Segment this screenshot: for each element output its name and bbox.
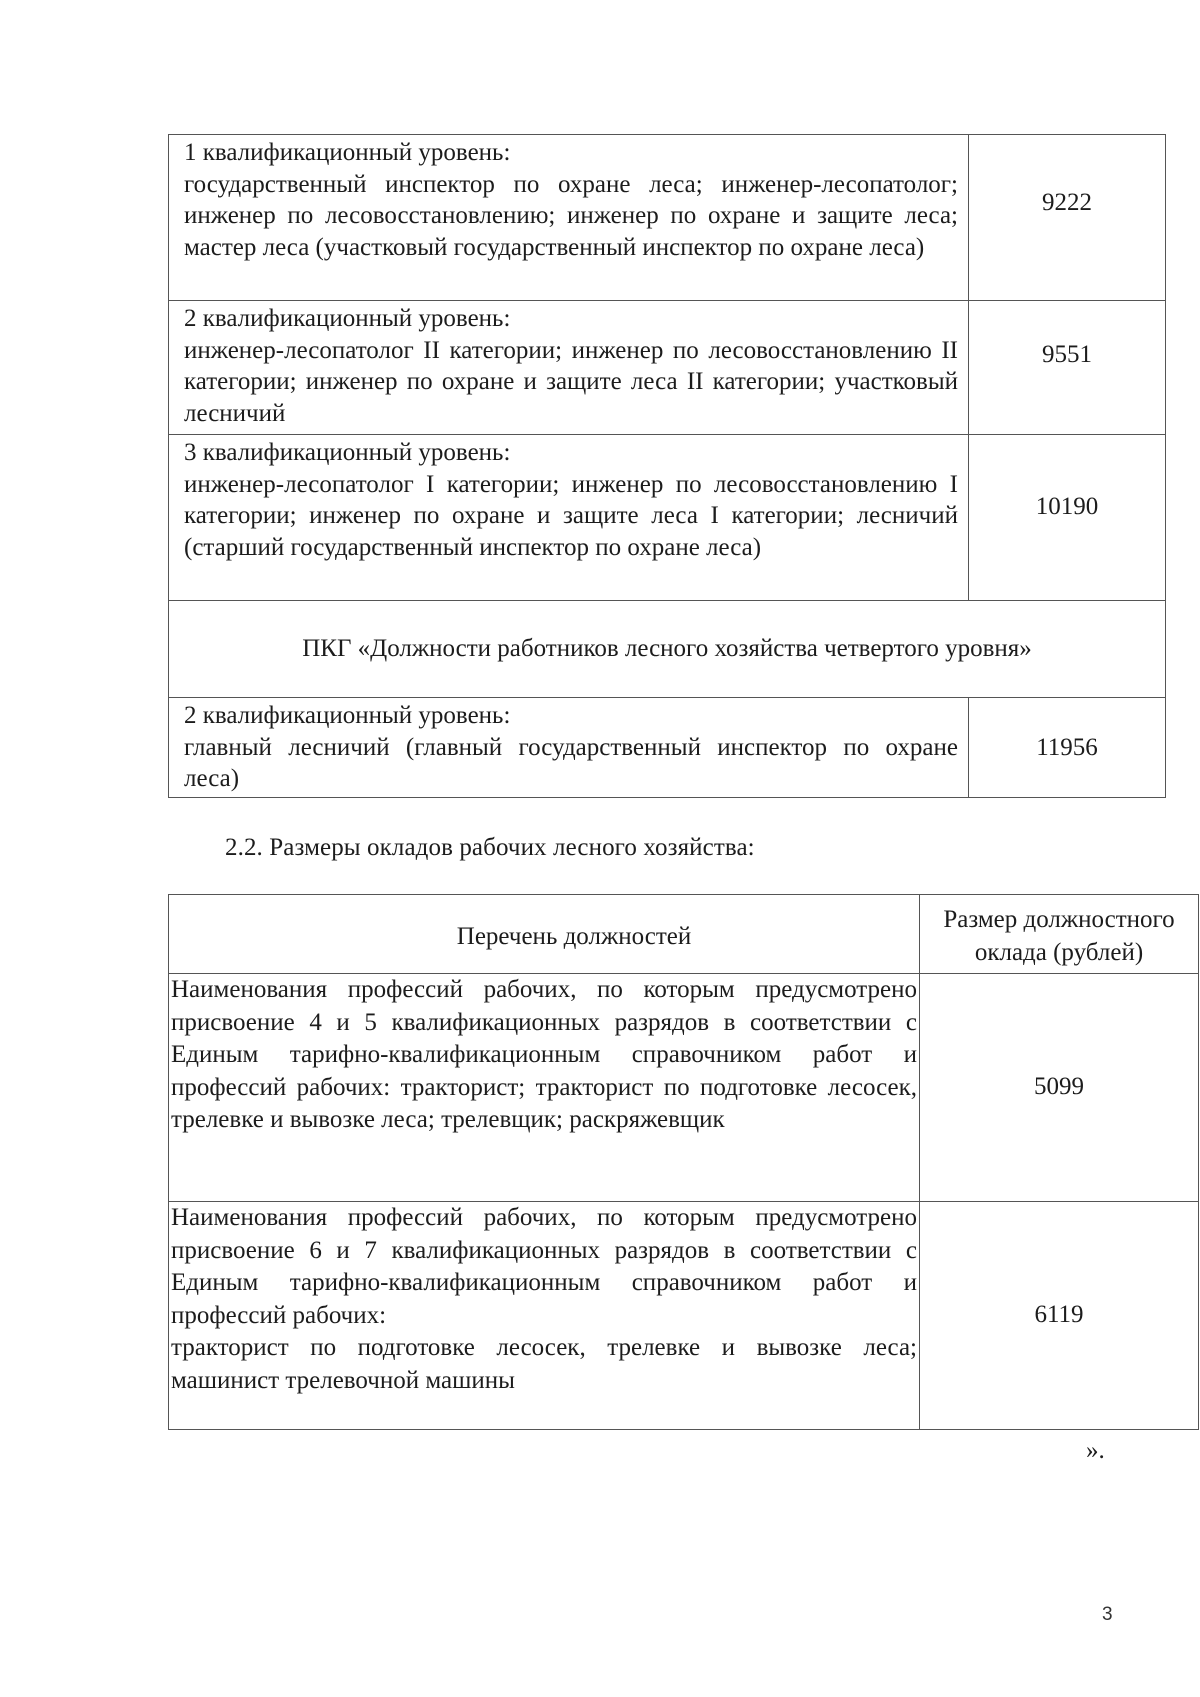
column-header-positions: Перечень должностей: [169, 895, 920, 974]
table-row: [169, 974, 1199, 1202]
positions-text: Наименования профессий рабочих, по которым предусмотрено присвоение 6 и 7 квалификационных разрядов в соответствии с Единым тарифно-квалификационным справочником работ и профессий рабочих:: [171, 1204, 917, 1329]
salary-value: 9551: [1042, 341, 1092, 368]
qualification-level: 3 квалификационный уровень:: [184, 439, 511, 466]
table-row: [169, 601, 1166, 698]
salary-table-specialists: [168, 134, 1166, 798]
positions-cell: [169, 698, 969, 798]
positions-cell: [169, 135, 969, 301]
table-row: [169, 301, 1166, 435]
table-row: [169, 698, 1166, 798]
salary-table-workers: [168, 894, 1199, 1430]
group-header: ПКГ «Должности работников лесного хозяйства четвертого уровня»: [169, 601, 1166, 698]
column-header-salary: Размер должностного оклада (рублей): [920, 895, 1199, 974]
page-number: 3: [1102, 1604, 1113, 1625]
salary-value: 10190: [1035, 493, 1099, 520]
salary-cell: [969, 301, 1166, 435]
positions-text: инженер-лесопатолог II категории; инженер по лесовосстановлению II категории; инженер по охране и защите леса II категории; участковый лесничий: [184, 336, 958, 427]
qualification-level: 2 квалификационный уровень:: [184, 702, 511, 729]
section-heading: 2.2. Размеры окладов рабочих лесного хозяйства:: [225, 834, 755, 861]
salary-value: 9222: [1042, 189, 1092, 216]
qualification-level: 1 квалификационный уровень:: [184, 139, 511, 166]
closing-quote: ».: [1086, 1437, 1105, 1464]
positions-cell: [169, 974, 920, 1202]
table-row: [169, 1202, 1199, 1430]
salary-cell: [969, 698, 1166, 798]
table-header-row: [169, 895, 1199, 974]
salary-value: 6119: [1034, 1301, 1084, 1329]
positions-cell: [169, 435, 969, 601]
salary-cell: [969, 435, 1166, 601]
positions-list: тракторист по подготовке лесосек, трелевке и вывозке леса; машинист трелевочной машины: [171, 1334, 917, 1394]
salary-cell: [969, 135, 1166, 301]
salary-cell: [920, 1202, 1199, 1430]
positions-cell: [169, 301, 969, 435]
positions-cell: [169, 1202, 920, 1430]
salary-value: 11956: [1036, 734, 1098, 761]
qualification-level: 2 квалификационный уровень:: [184, 305, 511, 332]
positions-text: инженер-лесопатолог I категории; инженер по лесовосстановлению I категории; инженер по охране и защите леса I категории; лесничий (старший государственный инспектор по охране леса): [184, 470, 958, 561]
positions-text: Наименования профессий рабочих, по которым предусмотрено присвоение 4 и 5 квалификационных разрядов в соответствии с Единым тарифно-квалификационным справочником работ и профессий рабочих: тракторист; тракторист по подготовке лесосек, трелевке и вывозке леса; трелевщик; раскряжевщик: [171, 976, 917, 1133]
table-row: [169, 435, 1166, 601]
positions-text: государственный инспектор по охране леса; инженер-лесопатолог; инженер по лесовосстановлению; инженер по охране и защите леса; мастер леса (участковый государственный инспектор по охране леса): [184, 170, 958, 261]
salary-cell: [920, 974, 1199, 1202]
positions-text: главный лесничий (главный государственный инспектор по охране леса): [184, 733, 958, 792]
table-row: [169, 135, 1166, 301]
salary-value: 5099: [1034, 1073, 1084, 1101]
